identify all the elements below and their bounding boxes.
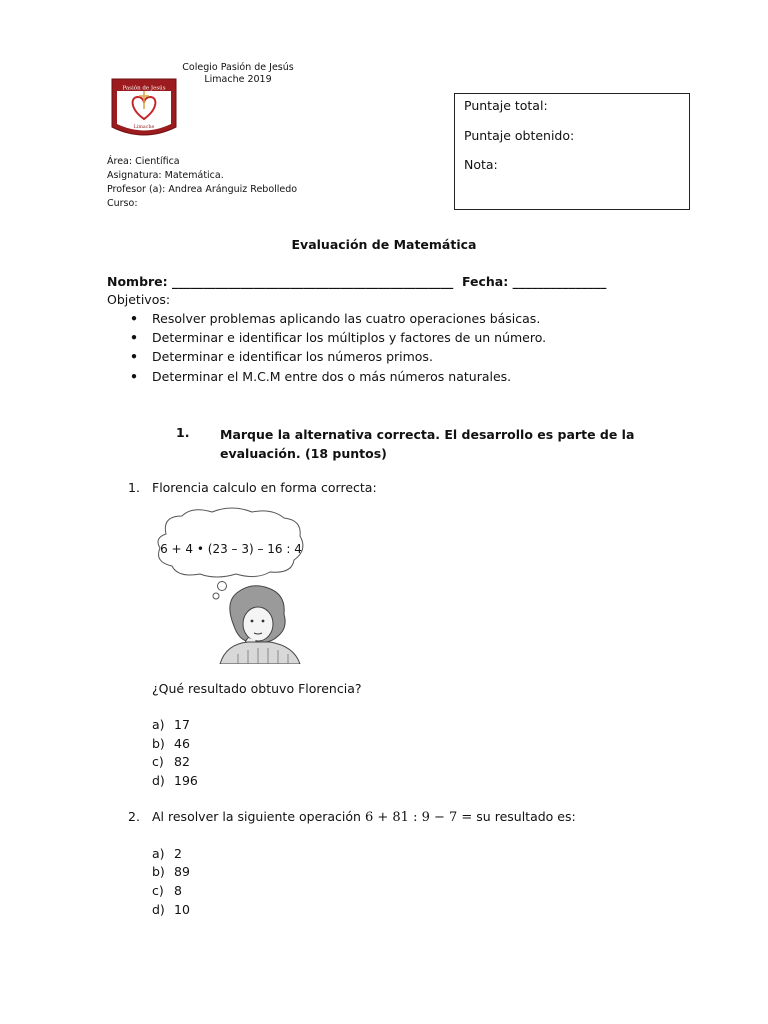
logo-text-top: Pasión de Jesús (122, 85, 166, 92)
exam-title: Evaluación de Matemática (291, 237, 477, 252)
objective-item: • Resolver problemas aplicando las cuatro operaciones básicas. (130, 311, 541, 326)
option-a[interactable]: a) 2 (152, 846, 182, 861)
option-b[interactable]: b) 89 (152, 864, 190, 879)
school-name: Colegio Pasión de Jesús (182, 62, 294, 73)
subject-label: Asignatura: Matemática. (107, 170, 224, 181)
question-2-text: Al resolver la siguiente operación 6 + 81 : 9 − 7 = su resultado es: (152, 809, 576, 825)
question-2-number: 2. (128, 809, 140, 824)
objectives-label: Objetivos: (107, 292, 171, 307)
section-instructions: Marque la alternativa correcta. El desarrollo es parte de la evaluación. (18 puntos) (220, 427, 635, 461)
grade-label: Nota: (464, 157, 498, 172)
obtained-score-label: Puntaje obtenido: (464, 128, 575, 143)
teacher-label: Profesor (a): Andrea Aránguiz Rebolledo (107, 184, 298, 195)
school-logo (108, 77, 180, 143)
objective-item: • Determinar e identificar los múltiplos y factores de un número. (130, 330, 547, 345)
course-label: Curso: (107, 198, 138, 209)
score-box (454, 93, 690, 210)
florencia-illustration (152, 506, 304, 664)
option-c[interactable]: c) 82 (152, 754, 190, 769)
section-number: 1. (176, 425, 190, 440)
option-d[interactable]: d) 10 (152, 902, 190, 917)
objective-item: • Determinar el M.C.M entre dos o más números naturales. (130, 369, 512, 384)
logo-text-bottom: Limache (133, 125, 155, 130)
objective-item: • Determinar e identificar los números primos. (130, 349, 433, 364)
name-date-row: Nombre: _____________________________________________ Fecha: _______________ (107, 274, 607, 289)
bubble-expression: 6 + 4 • (23 – 3) – 16 : 4 (160, 542, 302, 556)
option-a[interactable]: a) 17 (152, 717, 190, 732)
question-2-expression: 6 + 81 : 9 − 7 = (364, 810, 473, 825)
school-city-year: Limache 2019 (204, 74, 272, 85)
option-d[interactable]: d) 196 (152, 773, 198, 788)
question-1-subquestion: ¿Qué resultado obtuvo Florencia? (152, 681, 362, 696)
area-label: Área: Científica (107, 156, 180, 167)
total-score-label: Puntaje total: (464, 98, 548, 113)
option-c[interactable]: c) 8 (152, 883, 182, 898)
question-1-number: 1. (128, 480, 140, 495)
question-1-text: Florencia calculo en forma correcta: (152, 480, 377, 495)
option-b[interactable]: b) 46 (152, 736, 190, 751)
